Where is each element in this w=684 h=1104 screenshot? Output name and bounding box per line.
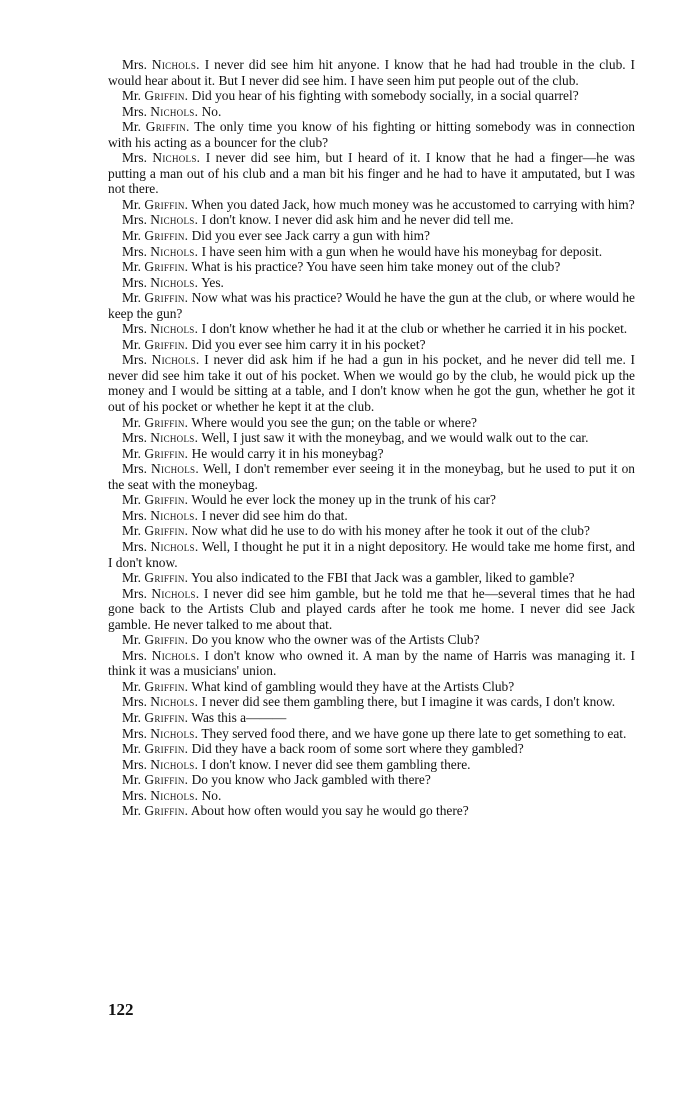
speaker-title: Mr. <box>122 414 141 430</box>
testimony-paragraph <box>108 726 635 742</box>
testimony-text: What kind of gambling would they have at the Artists Club? <box>191 678 515 694</box>
testimony-text: About how often would you say he would go there? <box>190 803 469 819</box>
testimony-paragraph <box>108 415 635 431</box>
testimony-paragraph <box>108 461 635 492</box>
testimony-paragraph <box>108 508 635 524</box>
speaker-title: Mr. <box>122 259 141 275</box>
testimony-text: The only time you know of his fighting or hitting somebody was in connection with his acting as a bouncer for the club? <box>108 119 635 150</box>
testimony-text: No. <box>201 103 222 119</box>
testimony-text: Now what was his practice? Would he have the gun at the club, or where would he keep the gun? <box>108 290 635 321</box>
testimony-text: I never did see him gamble, but he told me that he—several times that he had gone back to the Artists Club and played cards after he took me home. I never did see Jack gamble. He never talked to me about that. <box>108 585 635 632</box>
speaker-title: Mr. <box>122 523 141 539</box>
speaker-name: Nichols. <box>150 507 199 523</box>
speaker-name: Nichols. <box>150 212 199 228</box>
testimony-paragraph <box>108 710 635 726</box>
speaker-title: Mrs. <box>122 538 147 554</box>
testimony-text: Yes. <box>201 274 224 290</box>
testimony-text: Well, I don't remember ever seeing it in the moneybag, but he used to put it on the seat with the moneybag. <box>108 461 635 492</box>
testimony-text: Well, I just saw it with the moneybag, and we would walk out to the car. <box>201 430 589 446</box>
speaker-name: Griffin. <box>144 336 189 352</box>
speaker-title: Mr. <box>122 336 141 352</box>
speaker-name: Griffin. <box>144 772 189 788</box>
speaker-title: Mrs. <box>122 461 147 477</box>
speaker-name: Nichols. <box>150 725 199 741</box>
speaker-title: Mrs. <box>122 430 147 446</box>
speaker-name: Griffin. <box>144 88 189 104</box>
speaker-title: Mr. <box>122 492 141 508</box>
testimony-paragraph <box>108 632 635 648</box>
testimony-text: I have seen him with a gun when he would have his moneybag for deposit. <box>201 243 603 259</box>
testimony-paragraph <box>108 337 635 353</box>
testimony-text: Did you ever see Jack carry a gun with him? <box>191 228 430 244</box>
testimony-text: Did you hear of his fighting with somebody socially, in a social quarrel? <box>191 88 579 104</box>
speaker-name: Nichols. <box>151 461 199 477</box>
testimony-paragraph <box>108 741 635 757</box>
testimony-text: Did you ever see him carry it in his pocket? <box>191 336 426 352</box>
speaker-name: Griffin. <box>144 803 189 819</box>
testimony-text: He would carry it in his moneybag? <box>191 445 384 461</box>
testimony-paragraph <box>108 539 635 570</box>
speaker-title: Mrs. <box>122 212 147 228</box>
speaker-title: Mrs. <box>122 725 147 741</box>
speaker-name: Nichols. <box>152 150 201 166</box>
speaker-title: Mrs. <box>122 352 147 368</box>
testimony-text: Well, I thought he put it in a night depository. He would take me home first, and I don't know. <box>108 538 636 570</box>
speaker-title: Mr. <box>122 709 141 725</box>
speaker-title: Mr. <box>122 445 141 461</box>
testimony-paragraph <box>108 197 635 213</box>
testimony-text: I never did see them gambling there, but I imagine it was cards, I don't know. <box>201 694 616 710</box>
speaker-title: Mrs. <box>122 647 147 663</box>
testimony-text: Did they have a back room of some sort where they gambled? <box>191 741 524 757</box>
speaker-title: Mrs. <box>122 150 147 166</box>
testimony-paragraph <box>108 772 635 788</box>
testimony-paragraph <box>108 275 635 291</box>
testimony-paragraph <box>108 446 635 462</box>
testimony-paragraph <box>108 788 635 804</box>
testimony-text: Do you know who the owner was of the Artists Club? <box>191 632 480 648</box>
speaker-name: Griffin. <box>144 228 189 244</box>
speaker-title: Mr. <box>122 803 141 819</box>
speaker-title: Mrs. <box>122 274 147 290</box>
testimony-paragraph <box>108 430 635 446</box>
testimony-paragraph <box>108 492 635 508</box>
testimony-paragraph <box>108 290 635 321</box>
speaker-title: Mrs. <box>122 756 147 772</box>
speaker-name: Griffin. <box>144 523 189 539</box>
speaker-name: Nichols. <box>151 352 200 368</box>
speaker-name: Nichols. <box>150 538 199 554</box>
testimony-paragraph <box>108 586 635 633</box>
speaker-name: Nichols. <box>150 103 199 119</box>
testimony-text: I don't know. I never did see them gambling there. <box>201 756 471 772</box>
speaker-title: Mrs. <box>122 103 147 119</box>
speaker-title: Mrs. <box>122 787 147 803</box>
speaker-title: Mrs. <box>122 243 147 259</box>
speaker-title: Mr. <box>122 570 141 586</box>
speaker-title: Mrs. <box>122 57 147 72</box>
testimony-paragraph <box>108 803 635 819</box>
testimony-text: I never did ask him if he had a gun in his pocket, and he never did tell me. I never did see him take it out of his pocket. When we would go by the club, he would pick up the money and I would be sitting at a table, and I don't know when he got the gun, whether he got it out of his pocket or whether he kept it at the club. <box>108 352 636 415</box>
testimony-paragraph <box>108 523 635 539</box>
speaker-name: Nichols. <box>151 585 200 601</box>
testimony-paragraph <box>108 757 635 773</box>
testimony-paragraph <box>108 212 635 228</box>
speaker-title: Mr. <box>122 741 141 757</box>
testimony-text: I don't know whether he had it at the club or whether he carried it in his pocket. <box>201 321 628 337</box>
speaker-title: Mr. <box>122 772 141 788</box>
speaker-title: Mr. <box>122 228 141 244</box>
testimony-paragraph <box>108 694 635 710</box>
testimony-paragraph <box>108 88 635 104</box>
speaker-name: Griffin. <box>144 492 189 508</box>
speaker-name: Nichols. <box>151 647 200 663</box>
testimony-text: Would he ever lock the money up in the trunk of his car? <box>191 492 496 508</box>
speaker-name: Griffin. <box>144 678 189 694</box>
speaker-name: Nichols. <box>150 756 199 772</box>
speaker-name: Nichols. <box>150 321 199 337</box>
speaker-title: Mrs. <box>122 321 147 337</box>
speaker-name: Nichols. <box>150 430 199 446</box>
testimony-text: I never did see him do that. <box>201 507 348 523</box>
testimony-text: I never did see him, but I heard of it. I know that he had a finger—he was putting a man out of his club and a man bit his finger and he had to have it amputated, but I was not there. <box>108 150 635 197</box>
speaker-name: Griffin. <box>144 259 189 275</box>
transcript-body <box>108 57 635 819</box>
testimony-paragraph <box>108 244 635 260</box>
speaker-title: Mrs. <box>122 694 147 710</box>
speaker-title: Mr. <box>122 196 141 212</box>
testimony-text: Do you know who Jack gambled with there? <box>191 772 431 788</box>
speaker-name: Griffin. <box>144 414 189 430</box>
testimony-text: I don't know who owned it. A man by the name of Harris was managing it. I think it was a musicians' union. <box>108 647 635 679</box>
speaker-name: Griffin. <box>144 709 189 725</box>
testimony-text: What is his practice? You have seen him take money out of the club? <box>191 259 561 275</box>
speaker-name: Griffin. <box>144 290 189 306</box>
speaker-title: Mr. <box>122 290 141 306</box>
testimony-text: I never did see him hit anyone. I know that he had had trouble in the club. I would hear about it. But I never did see him. I have seen him put people out of the club. <box>108 57 635 88</box>
testimony-text: Where would you see the gun; on the table or where? <box>191 414 477 430</box>
testimony-text: You also indicated to the FBI that Jack was a gambler, liked to gamble? <box>191 570 575 586</box>
testimony-text: When you dated Jack, how much money was he accustomed to carrying with him? <box>191 196 635 212</box>
speaker-title: Mr. <box>122 88 141 104</box>
testimony-text: I don't know. I never did ask him and he never did tell me. <box>201 212 514 228</box>
speaker-title: Mr. <box>122 678 141 694</box>
testimony-paragraph <box>108 259 635 275</box>
testimony-paragraph <box>108 150 635 197</box>
testimony-paragraph <box>108 104 635 120</box>
testimony-paragraph <box>108 119 635 150</box>
speaker-name: Nichols. <box>150 243 199 259</box>
testimony-paragraph <box>108 570 635 586</box>
speaker-name: Griffin. <box>144 570 189 586</box>
speaker-name: Griffin. <box>144 632 189 648</box>
testimony-paragraph <box>108 57 635 88</box>
speaker-name: Nichols. <box>150 274 199 290</box>
testimony-text: Was this a——— <box>191 709 287 725</box>
testimony-paragraph <box>108 321 635 337</box>
page-number: 122 <box>108 1000 134 1019</box>
speaker-name: Griffin. <box>144 741 189 757</box>
speaker-title: Mrs. <box>122 585 147 601</box>
speaker-name: Nichols. <box>151 57 200 72</box>
testimony-text: They served food there, and we have gone up there late to get something to eat. <box>201 725 627 741</box>
testimony-paragraph <box>108 679 635 695</box>
speaker-title: Mr. <box>122 632 141 648</box>
speaker-name: Nichols. <box>150 694 199 710</box>
speaker-name: Griffin. <box>145 119 190 135</box>
speaker-name: Griffin. <box>144 445 189 461</box>
speaker-name: Griffin. <box>144 196 189 212</box>
testimony-text: Now what did he use to do with his money after he took it out of the club? <box>191 523 590 539</box>
testimony-paragraph <box>108 352 635 414</box>
speaker-title: Mrs. <box>122 507 147 523</box>
speaker-name: Nichols. <box>150 787 199 803</box>
speaker-title: Mr. <box>122 119 141 135</box>
testimony-paragraph <box>108 648 635 679</box>
testimony-paragraph <box>108 228 635 244</box>
testimony-text: No. <box>201 787 222 803</box>
